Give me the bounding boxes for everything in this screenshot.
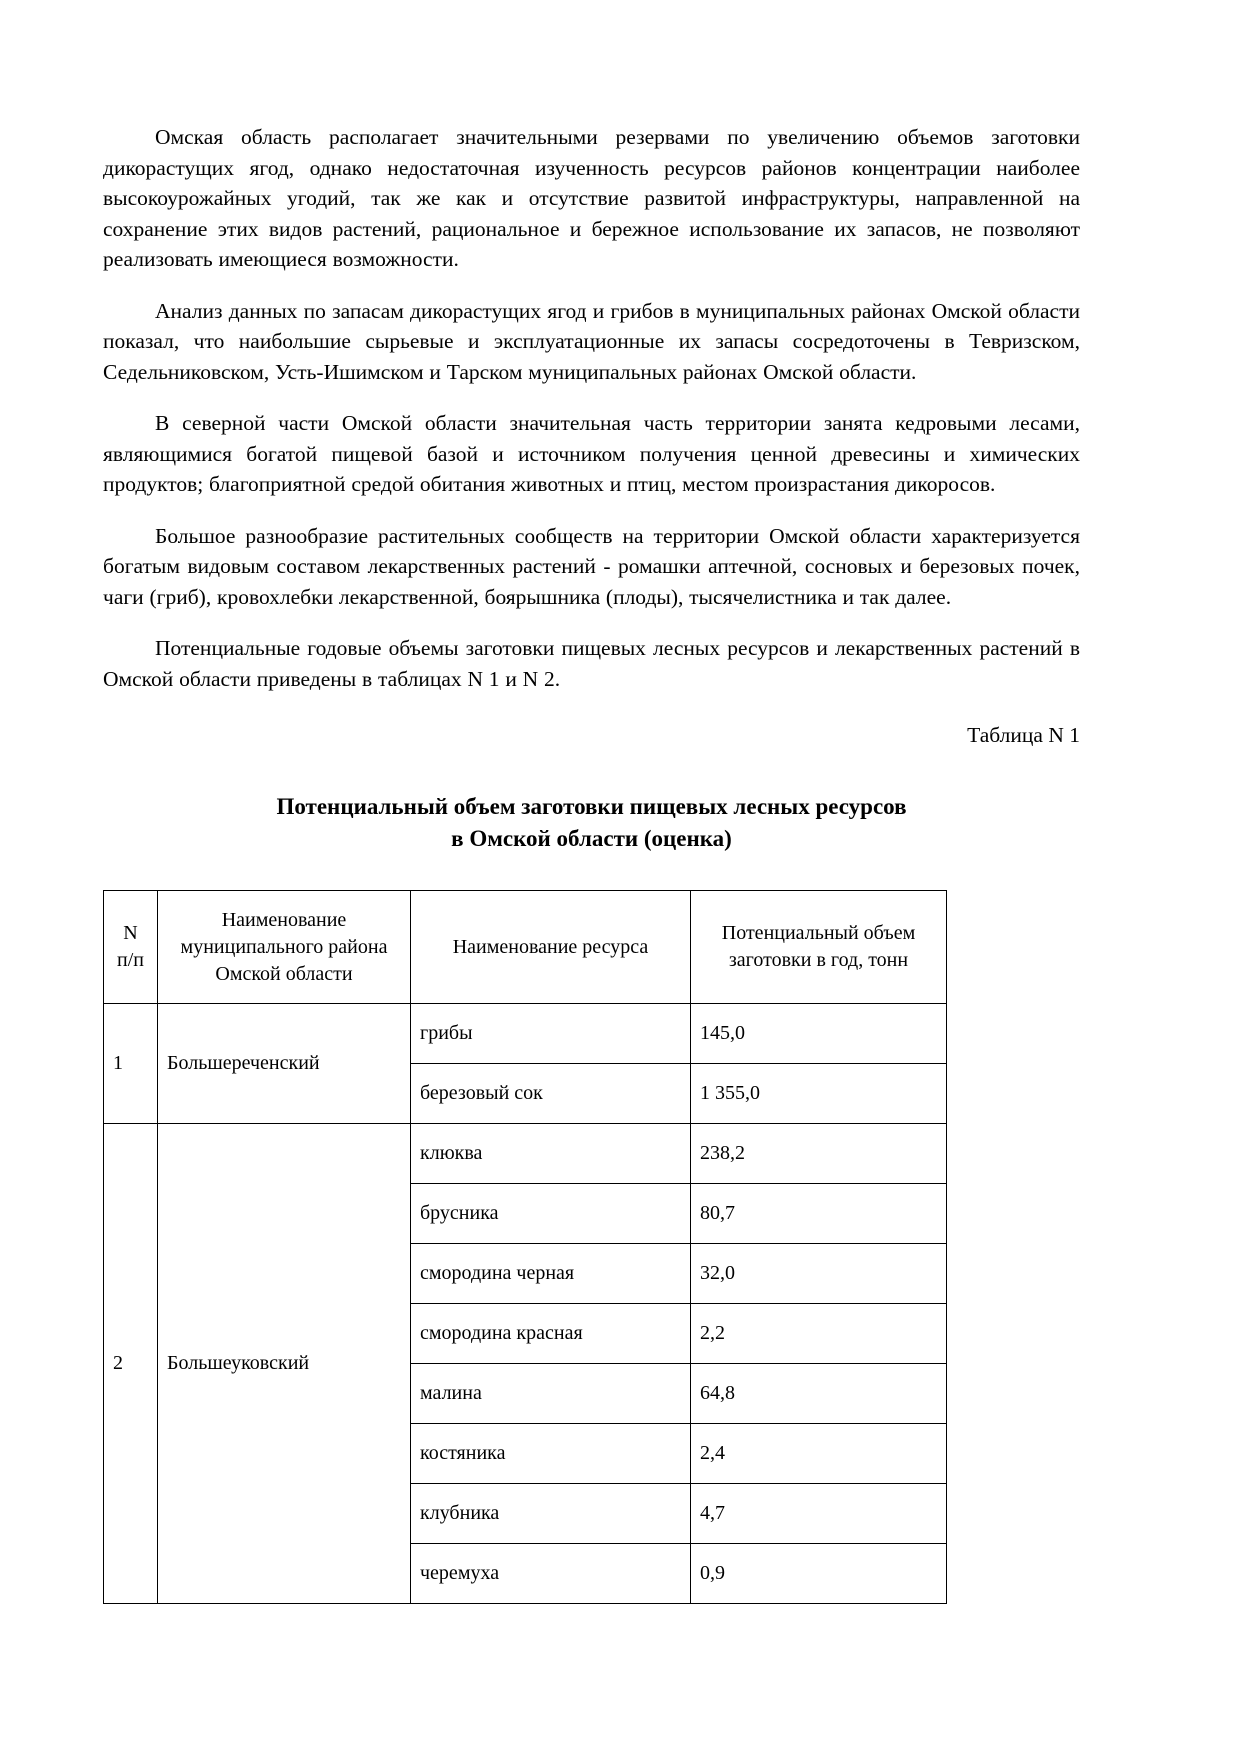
table-row xyxy=(104,1004,947,1064)
cell-row-number: 1 xyxy=(104,1004,158,1124)
cell-volume-value: 4,7 xyxy=(691,1484,947,1544)
table-body xyxy=(104,1004,947,1604)
cell-district-name: Большереченский xyxy=(158,1004,411,1124)
column-header-resource xyxy=(411,891,691,1004)
cell-resource-name: брусника xyxy=(411,1184,691,1244)
paragraph-1: Омская область располагает значительными резервами по увеличению объемов заготовки дикорастущих ягод, однако недостаточная изученность ресурсов районов концентрации наиболее высокоурожайных угодий, так же как и отсутствие развитой инфраструктуры, направленной на сохранение этих видов растений, рациональное и бережное использование их запасов, не позволяют реализовать имеющиеся возможности. xyxy=(103,125,1080,272)
cell-resource-name: малина xyxy=(411,1364,691,1424)
cell-volume-value: 1 355,0 xyxy=(691,1064,947,1124)
cell-volume-value: 0,9 xyxy=(691,1544,947,1604)
cell-resource-name: смородина красная xyxy=(411,1304,691,1364)
cell-district-name: Большеуковский xyxy=(158,1124,411,1604)
cell-resource-name: клубника xyxy=(411,1484,691,1544)
column-header-number-line-2: п/п xyxy=(117,949,144,972)
table-title-line-1: Потенциальный объем заготовки пищевых лесных ресурсов xyxy=(276,793,907,819)
column-header-number xyxy=(104,891,158,1004)
cell-row-number: 2 xyxy=(104,1124,158,1604)
cell-resource-name: черемуха xyxy=(411,1544,691,1604)
cell-resource-name: клюква xyxy=(411,1124,691,1184)
column-header-number-line-1: N xyxy=(123,922,138,945)
cell-resource-name: грибы xyxy=(411,1004,691,1064)
cell-volume-value: 238,2 xyxy=(691,1124,947,1184)
cell-resource-name: березовый сок xyxy=(411,1064,691,1124)
table-header-row xyxy=(104,891,947,1004)
cell-resource-name: костяника xyxy=(411,1424,691,1484)
paragraph-5: Потенциальные годовые объемы заготовки пищевых лесных ресурсов и лекарственных растений в Омской области приведены в таблицах N 1 и N 2. xyxy=(103,636,1080,691)
cell-volume-value: 64,8 xyxy=(691,1364,947,1424)
forest-resources-table xyxy=(103,890,947,1604)
column-header-resource-line-1: Наименование ресурса xyxy=(452,935,649,958)
column-header-district-line-2: муниципального района xyxy=(180,935,388,958)
cell-volume-value: 2,2 xyxy=(691,1304,947,1364)
column-header-volume-line-2: заготовки в год, тонн xyxy=(728,949,909,972)
cell-volume-value: 2,4 xyxy=(691,1424,947,1484)
table-header xyxy=(104,891,947,1004)
paragraph-2: Анализ данных по запасам дикорастущих ягод и грибов в муниципальных районах Омской области показал, что наибольшие сырьевые и эксплуатационные их запасы сосредоточены в Тевризском, Седельниковском, Усть-Ишимском и Тарском муниципальных районах Омской области. xyxy=(103,298,1080,384)
column-header-volume xyxy=(691,891,947,1004)
cell-resource-name: смородина черная xyxy=(411,1244,691,1304)
column-header-district xyxy=(158,891,411,1004)
table-number-label: Таблица N 1 xyxy=(967,723,1080,748)
table-title xyxy=(103,791,1080,854)
column-header-district-line-1: Наименование xyxy=(221,909,347,932)
paragraph-4: Большое разнообразие растительных сообществ на территории Омской области характеризуется богатым видовым составом лекарственных растений - ромашки аптечной, сосновых и березовых почек, чаги (гриб), кровохлебки лекарственной, боярышника (плоды), тысячелистника и так далее. xyxy=(103,523,1080,609)
table-title-line-2: в Омской области (оценка) xyxy=(451,825,732,851)
paragraph-3: В северной части Омской области значительная часть территории занята кедровыми лесами, являющимися богатой пищевой базой и источником получения ценной древесины и химических продуктов; благоприятной средой обитания животных и птиц, местом произрастания дикоросов. xyxy=(103,411,1080,497)
column-header-volume-line-1: Потенциальный объем xyxy=(721,922,916,945)
table-row xyxy=(104,1124,947,1184)
cell-volume-value: 80,7 xyxy=(691,1184,947,1244)
cell-volume-value: 32,0 xyxy=(691,1244,947,1304)
cell-volume-value: 145,0 xyxy=(691,1004,947,1064)
column-header-district-line-3: Омской области xyxy=(215,962,353,985)
document-content xyxy=(103,122,1080,1604)
